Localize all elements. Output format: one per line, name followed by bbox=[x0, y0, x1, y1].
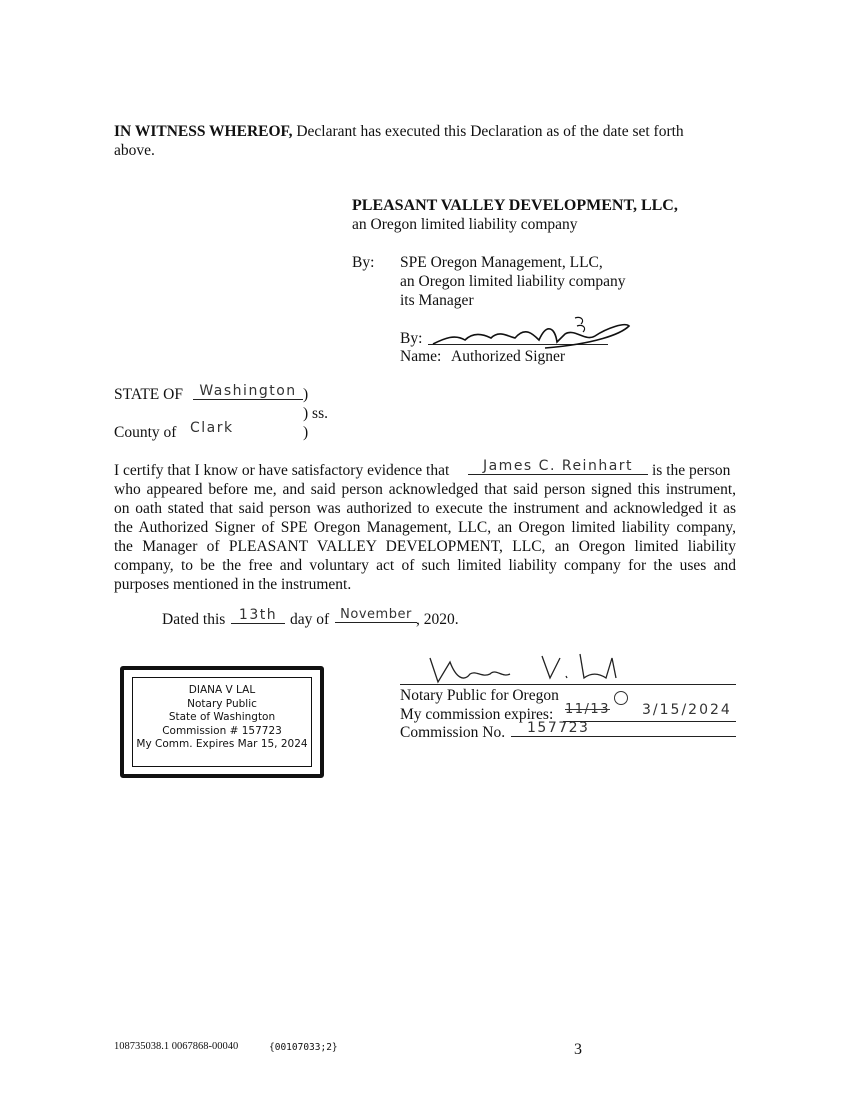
notary-expires-label: My commission expires: bbox=[400, 706, 554, 723]
notary-expires-value: 3/15/2024 bbox=[642, 702, 732, 718]
signer-by-label: By: bbox=[400, 330, 423, 347]
certify-line: the Authorized Signer of SPE Oregon Management, LLC, an Oregon limited liability company, bbox=[114, 519, 736, 536]
certify-post: is the person bbox=[652, 462, 731, 479]
dated-month: November bbox=[335, 607, 417, 623]
company-name: PLEASANT VALLEY DEVELOPMENT, LLC, bbox=[352, 197, 678, 214]
footer-ref: {00107033;2} bbox=[269, 1042, 338, 1053]
notary-signature-image bbox=[420, 652, 630, 686]
company-desc: an Oregon limited liability company bbox=[352, 216, 578, 233]
certify-line: the Manager of PLEASANT VALLEY DEVELOPMENT, LLC, an Oregon limited liability bbox=[114, 538, 736, 555]
notary-stamp bbox=[120, 666, 324, 778]
footer-doc-id: 108735038.1 0067868-00040 bbox=[114, 1041, 239, 1052]
witness-paragraph bbox=[114, 122, 736, 160]
certify-line: on oath stated that said person was authorized to execute the instrument and acknowledged it as bbox=[114, 500, 736, 517]
notary-title: Notary Public for Oregon bbox=[400, 687, 559, 704]
certify-line: company, to be the free and voluntary act of such limited liability company for the uses and bbox=[114, 557, 736, 574]
certify-line: who appeared before me, and said person acknowledged that said person signed this instrument, bbox=[114, 481, 736, 498]
witness-line1: Declarant has executed this Declaration as of the date set forth bbox=[292, 123, 684, 140]
manager-line3: its Manager bbox=[400, 292, 474, 309]
notary-expires-struck: 11/13 bbox=[565, 702, 610, 717]
stamp-line: State of Washington bbox=[168, 711, 276, 723]
certify-body bbox=[114, 480, 736, 594]
notary-commission-value: 157723 bbox=[511, 720, 736, 737]
stamp-line: My Comm. Expires Mar 15, 2024 bbox=[136, 738, 308, 750]
page-number: 3 bbox=[574, 1041, 582, 1058]
certify-person: James C. Reinhart bbox=[468, 458, 648, 475]
witness-bold: IN WITNESS WHEREOF, bbox=[114, 123, 293, 140]
notary-signature-line bbox=[400, 684, 736, 685]
state-paren: ) bbox=[303, 386, 309, 403]
notary-commission-label: Commission No. bbox=[400, 724, 506, 741]
certify-pre: I certify that I know or have satisfactory evidence that bbox=[114, 462, 450, 479]
stamp-text bbox=[124, 684, 320, 752]
stamp-line: Notary Public bbox=[187, 697, 257, 710]
notary-initials-mark bbox=[614, 691, 628, 705]
state-label: STATE OF bbox=[114, 386, 183, 403]
county-label: County of bbox=[114, 424, 177, 441]
witness-line2: above. bbox=[114, 142, 155, 159]
state-value: Washington bbox=[193, 383, 303, 400]
county-paren: ) bbox=[303, 424, 309, 441]
stamp-line: DIANA V LAL bbox=[188, 684, 256, 696]
dated-year: , 2020. bbox=[416, 611, 459, 628]
dated-pre: Dated this bbox=[162, 611, 226, 628]
manager-line2: an Oregon limited liability company bbox=[400, 273, 626, 290]
signer-name-value: Authorized Signer bbox=[451, 348, 566, 365]
ss-label: ) ss. bbox=[303, 405, 328, 422]
manager-line1: SPE Oregon Management, LLC, bbox=[400, 254, 603, 271]
county-value: Clark bbox=[190, 420, 234, 436]
manager-by-label: By: bbox=[352, 254, 375, 271]
signer-name-label: Name: bbox=[400, 348, 442, 365]
dated-mid: day of bbox=[290, 611, 330, 628]
stamp-line: Commission # 157723 bbox=[162, 724, 282, 737]
dated-day: 13th bbox=[231, 607, 285, 624]
certify-line: purposes mentioned in the instrument. bbox=[114, 576, 352, 593]
